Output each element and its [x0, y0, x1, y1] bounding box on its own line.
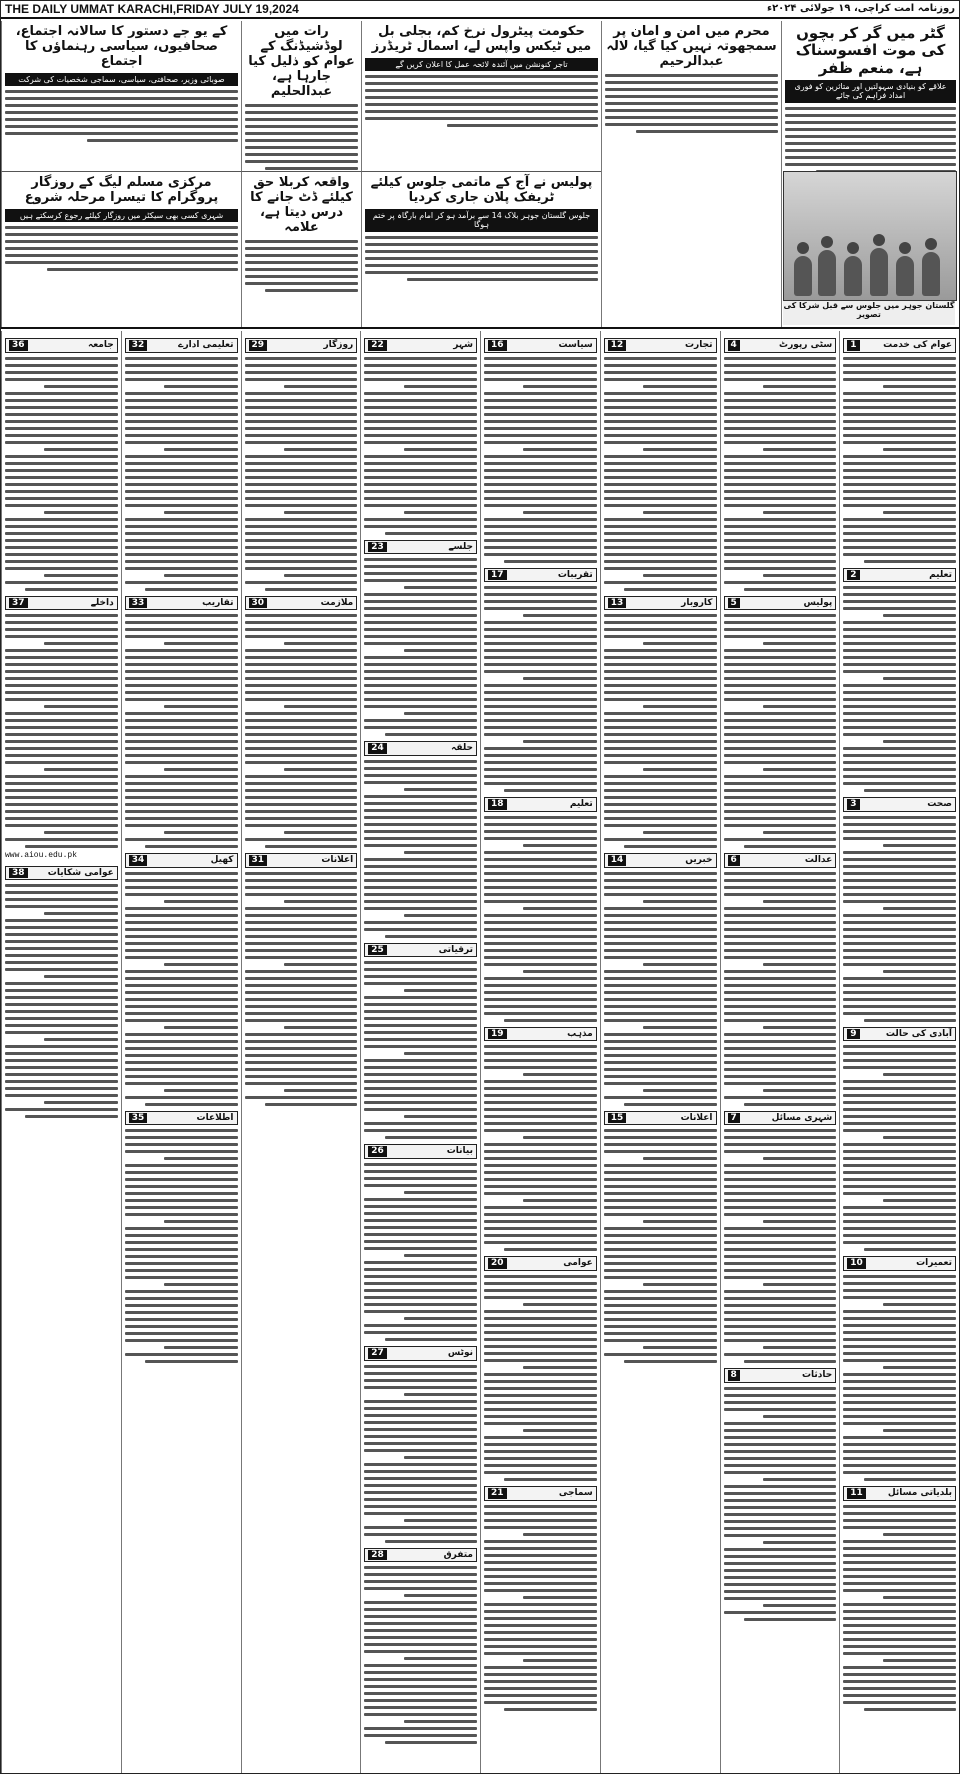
article-body	[484, 357, 597, 563]
section-number: 1	[847, 340, 859, 351]
story-2	[601, 21, 781, 327]
secondary-subheadline-3: شہری کسی بھی سیکٹر میں روزگار کیلئے رجوع کرسکتے ہیں	[5, 209, 238, 222]
story-5-subheadline: صوبائی وزیر، صحافتی، سیاسی، سماجی شخصیات کی شرکت	[5, 73, 238, 86]
section-box	[245, 338, 358, 353]
story-3-subheadline: تاجر کنونشن میں آئندہ لائحہ عمل کا اعلان کریں گے	[365, 58, 598, 71]
section-number: 27	[368, 1348, 387, 1359]
section-title: عدالت	[804, 855, 833, 866]
section-title: آبادی کی حالت	[885, 1028, 952, 1039]
article-body	[364, 961, 477, 1139]
section-title: اعلانات	[321, 855, 354, 866]
section-box	[125, 596, 238, 611]
section-number: 4	[728, 340, 740, 351]
article-body	[484, 816, 597, 1022]
section-number: 17	[488, 570, 507, 581]
section-number: 25	[368, 945, 387, 956]
article-body	[843, 1505, 956, 1711]
section-box	[5, 866, 118, 881]
article-body	[604, 614, 717, 848]
section-title: کھیل	[210, 855, 234, 866]
section-box	[604, 338, 717, 353]
section-number: 30	[249, 598, 268, 609]
section-number: 20	[488, 1258, 507, 1269]
section-title: اعلانات	[680, 1112, 713, 1123]
section-number: 22	[368, 340, 387, 351]
story-5-headline: کے یو جے دستور کا سالانہ اجتماع، صحافیوں، سیاسی رہنماؤں کا اجتماع	[15, 24, 228, 69]
article-body	[364, 558, 477, 736]
section-box	[364, 741, 477, 756]
section-title: سٹی رپورٹ	[779, 340, 833, 350]
section-number: 24	[368, 743, 387, 754]
article-body	[245, 614, 358, 848]
section-box	[364, 943, 477, 958]
section-box	[484, 1256, 597, 1271]
section-number: 16	[488, 340, 507, 351]
article-body	[604, 357, 717, 591]
masthead	[1, 1, 959, 19]
section-number: 19	[488, 1029, 507, 1040]
section-box	[724, 596, 837, 611]
section-title: صحت	[927, 799, 952, 810]
article-body	[843, 586, 956, 792]
body-columns	[1, 331, 959, 1773]
section-title: متفرق	[443, 1549, 473, 1560]
section-title: کاروبار	[681, 597, 713, 608]
website-link[interactable]: www.aiou.edu.pk	[5, 851, 78, 861]
section-number: 11	[847, 1488, 866, 1499]
section-box	[843, 1027, 956, 1042]
body-column-6	[241, 331, 361, 1773]
section-box	[724, 338, 837, 353]
article-body	[604, 1129, 717, 1363]
section-number: 31	[249, 855, 268, 866]
section-title: تعلیمی ادارے	[178, 340, 234, 350]
section-box	[364, 1144, 477, 1159]
section-number: 13	[608, 598, 627, 609]
article-body	[484, 586, 597, 792]
section-title: داخلے	[90, 597, 114, 608]
lead-subheadline: علاقے کو بنیادی سہولتیں اور متاثرین کو فوری امداد فراہم کی جائے	[785, 80, 956, 103]
section-title: حادثات	[801, 1370, 833, 1381]
section-title: بلدیاتی مسائل	[887, 1488, 952, 1499]
section-title: جلسے	[448, 541, 473, 552]
body-column-4	[480, 331, 600, 1773]
article-body	[364, 760, 477, 938]
section-number: 12	[608, 340, 627, 351]
body-column-1	[839, 331, 959, 1773]
article-body	[484, 1505, 597, 1711]
article-body	[724, 872, 837, 1106]
article-body	[843, 1275, 956, 1481]
article-body	[125, 1129, 238, 1363]
section-title: اطلاعات	[196, 1112, 234, 1123]
section-box	[245, 596, 358, 611]
article-body	[245, 872, 358, 1106]
body-column-3	[600, 331, 720, 1773]
secondary-headline-3: مرکزی مسلم لیگ کے روزگار پروگرام کا تیسرا مرحلہ شروع	[24, 175, 219, 205]
section-number: 18	[488, 799, 507, 810]
article-body	[843, 1045, 956, 1251]
section-number: 7	[728, 1113, 740, 1124]
section-number: 8	[728, 1370, 740, 1381]
body-column-8	[1, 331, 121, 1773]
section-title: سماجی	[558, 1488, 593, 1499]
section-box	[843, 568, 956, 583]
section-title: ملازمت	[320, 597, 354, 608]
story-4-headline: رات میں لوڈشیڈنگ کے عوام کو ذلیل کیا جارہا ہے، عبدالحلیم	[248, 24, 355, 99]
section-title: عوام کی خدمت	[883, 340, 952, 350]
secondary-subheadline-1: جلوس گلستان جوہر بلاک 14 سے برآمد ہو کر امام بارگاہ پر ختم ہوگا	[365, 209, 598, 232]
section-title: تعمیرات	[916, 1258, 952, 1269]
article-body	[364, 1163, 477, 1341]
section-box	[364, 338, 477, 353]
section-box	[364, 540, 477, 555]
section-box	[604, 853, 717, 868]
article-body	[843, 816, 956, 1022]
section-number: 29	[249, 340, 268, 351]
section-title: مذہب	[567, 1028, 593, 1039]
top-section	[1, 21, 959, 329]
secondary-story-3	[1, 171, 241, 327]
section-box	[843, 1486, 956, 1501]
section-number: 9	[847, 1029, 859, 1040]
article-body	[724, 1387, 837, 1621]
section-title: عوامی	[563, 1258, 593, 1269]
section-number: 3	[847, 799, 859, 810]
section-box	[364, 1548, 477, 1563]
body-column-5	[360, 331, 480, 1773]
article-body	[364, 1566, 477, 1744]
section-number: 6	[728, 855, 740, 866]
section-box	[125, 1111, 238, 1126]
section-box	[724, 853, 837, 868]
section-number: 5	[728, 598, 740, 609]
article-body	[724, 1129, 837, 1363]
article-body	[604, 872, 717, 1106]
section-title: بیانات	[446, 1146, 473, 1157]
section-box	[484, 338, 597, 353]
section-title: ترقیاتی	[438, 944, 473, 955]
section-box	[245, 853, 358, 868]
section-title: تعلیم	[569, 799, 593, 810]
lead-headline: گٹر میں گر کر بچوں کی موت افسوسناک ہے، منعم ظفر	[795, 24, 946, 77]
section-title: پولیس	[803, 597, 833, 608]
masthead-title-urdu: روزنامہ امت کراچی، ۱۹ جولائی ۲۰۲۴ء	[766, 3, 955, 15]
masthead-title-english: THE DAILY UMMAT KARACHI,FRIDAY JULY 19,2024	[5, 1, 299, 16]
section-box	[5, 596, 118, 611]
section-box	[484, 568, 597, 583]
section-title: تجارت	[685, 340, 713, 350]
body-column-2	[720, 331, 840, 1773]
section-title: سیاست	[558, 340, 593, 350]
section-title: تقریبات	[557, 569, 593, 580]
section-number: 10	[847, 1258, 866, 1269]
section-box	[484, 1486, 597, 1501]
section-box	[604, 1111, 717, 1126]
secondary-story-1	[361, 171, 601, 327]
article-body	[125, 614, 238, 848]
section-title: خبریں	[685, 855, 713, 866]
section-title: روزگار	[323, 340, 354, 350]
article-body	[5, 884, 118, 1118]
section-box	[125, 338, 238, 353]
section-number: 34	[129, 855, 148, 866]
section-box	[724, 1368, 837, 1383]
section-number: 36	[9, 340, 28, 351]
article-body	[5, 357, 118, 591]
article-body	[484, 1045, 597, 1251]
section-number: 32	[129, 340, 148, 351]
section-number: 28	[368, 1550, 387, 1561]
section-number: 23	[368, 542, 387, 553]
section-title: تقاریب	[202, 597, 234, 608]
section-title: عوامی شکایات	[47, 867, 114, 878]
section-number: 15	[608, 1113, 627, 1124]
section-box	[843, 797, 956, 812]
section-title: تعلیم	[929, 569, 952, 580]
body-column-7	[121, 331, 241, 1773]
section-title: شہر	[453, 340, 473, 350]
section-box	[5, 338, 118, 353]
article-body	[484, 1275, 597, 1481]
article-body	[364, 357, 477, 535]
section-box	[125, 853, 238, 868]
story-3-headline: حکومت پیٹرول نرخ کم، بجلی بل میں ٹیکس واپس لے، اسمال ٹریڈرز	[371, 24, 592, 54]
article-body	[125, 357, 238, 591]
section-title: شہری مسائل	[771, 1112, 833, 1123]
section-box	[843, 338, 956, 353]
secondary-headline-2: واقعہ کربلا حق کیلئے ڈٹ جانے کا درس دیتا ہے، علامہ	[250, 175, 353, 235]
article-body	[364, 1365, 477, 1543]
article-body	[724, 614, 837, 848]
photo-caption: گلستان جوہر میں جلوس سے قبل شرکا کی تصویر	[783, 301, 955, 325]
section-number: 37	[9, 598, 28, 609]
article-body	[843, 357, 956, 563]
section-box	[484, 797, 597, 812]
section-number: 2	[847, 570, 859, 581]
secondary-headline-1: پولیس نے آج کے ماتمی جلوس کیلئے ٹریفک پلان جاری کردیا	[370, 175, 593, 205]
section-box	[724, 1111, 837, 1126]
section-box	[843, 1256, 956, 1271]
section-title: حلقہ	[451, 743, 473, 754]
section-number: 33	[129, 598, 148, 609]
article-body	[5, 614, 118, 848]
section-title: نوٹس	[447, 1348, 473, 1359]
section-box	[364, 1346, 477, 1361]
section-box	[484, 1027, 597, 1042]
section-number: 21	[488, 1488, 507, 1499]
article-body	[245, 357, 358, 591]
section-title: جامعہ	[87, 340, 114, 350]
article-body	[724, 357, 837, 591]
section-number: 38	[9, 868, 28, 879]
story-2-headline: محرم میں امن و امان پر سمجھوتہ نہیں کیا گیا، لالہ عبدالرحیم	[606, 24, 777, 69]
section-box	[604, 596, 717, 611]
article-body	[125, 872, 238, 1106]
secondary-story-2	[241, 171, 361, 327]
section-number: 14	[608, 855, 627, 866]
news-photo	[783, 171, 957, 301]
section-number: 35	[129, 1113, 148, 1124]
section-number: 26	[368, 1146, 387, 1157]
